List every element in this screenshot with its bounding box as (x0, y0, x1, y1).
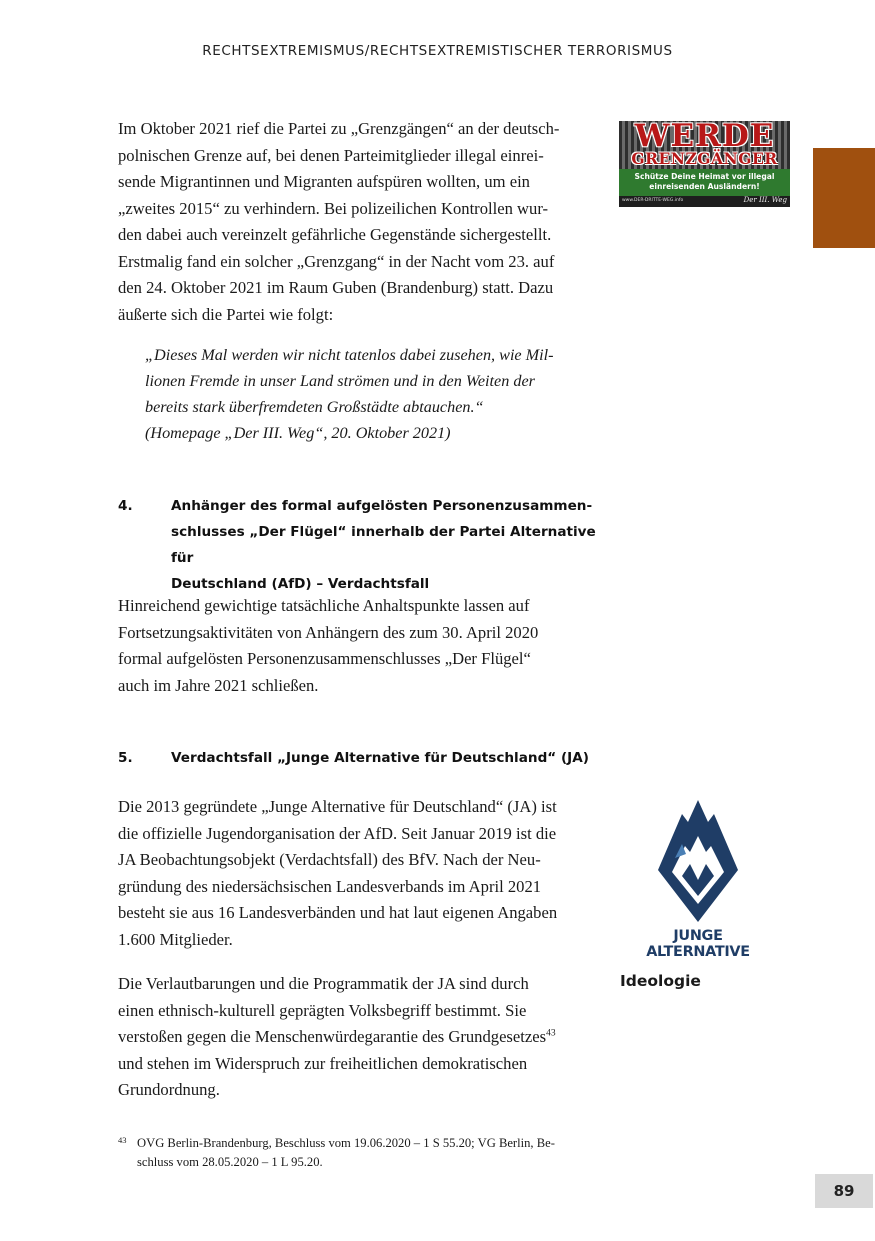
text-line: polnischen Grenze auf, bei denen Parteimitglieder illegal einrei- (118, 145, 544, 165)
text-line: den dabei auch vereinzelt gefährliche Gegenstände sichergestellt. (118, 225, 552, 244)
section-4-heading (118, 493, 602, 592)
text-line: einen ethnisch-kulturell geprägten Volksbegriff bestimmt. Sie (118, 1000, 527, 1020)
ja-flame-icon (620, 796, 776, 926)
banner-title: WERDE (634, 121, 775, 154)
banner-url: www.DER-DRITTE-WEG.info (622, 198, 684, 203)
text-line: den 24. Oktober 2021 im Raum Guben (Brandenburg) statt. Dazu (118, 278, 554, 297)
chapter-tab-marker (813, 148, 875, 248)
quote-source: (Homepage „Der III. Weg“, 20. Oktober 2021) (145, 424, 451, 442)
text-line: Erstmalig fand ein solcher „Grenzgang“ in der Nacht vom 23. auf (118, 251, 555, 271)
footnote-43 (118, 1134, 602, 1172)
quote-line: bereits stark überfremdeten Großstädte abtauchen.“ (145, 398, 484, 416)
section-5-paragraph-2 (118, 971, 602, 1104)
text-line: auch im Jahre 2021 schließen. (118, 675, 319, 695)
grenzgaenger-banner-image (619, 121, 790, 207)
text-line: „zweites 2015“ zu verhindern. Bei polizeilichen Kontrollen wur- (118, 198, 549, 218)
text-line: sende Migrantinnen und Migranten aufspüren wollten, um ein (118, 172, 530, 191)
ja-logo-text: JUNGE ALTERNATIVE (646, 928, 750, 960)
section-title: Anhänger des formal aufgelösten Personenzusammen- schlusses „Der Flügel“ innerhalb der Partei Alternative für Deutschland (AfD) – Verdachtsfall (171, 498, 596, 592)
text-line: Fortsetzungsaktivitäten von Anhängern des zum 30. April 2020 (118, 622, 539, 642)
footnote-reference[interactable]: 43 (546, 1028, 556, 1039)
junge-alternative-logo (620, 796, 776, 960)
banner-brand: Der III. Weg (743, 196, 787, 204)
section-5-paragraph-1 (118, 794, 602, 953)
section-4-body (118, 593, 602, 699)
text-line: JA Beobachtungsobjekt (Verdachtsfall) des BfV. Nach der Neu- (118, 850, 541, 869)
text-line: Im Oktober 2021 rief die Partei zu „Grenzgängen“ an der deutsch- (118, 119, 560, 138)
text-line: formal aufgelösten Personenzusammenschlusses „Der Flügel“ (118, 649, 531, 668)
text-line: besteht sie aus 16 Landesverbänden und hat laut eigenen Angaben (118, 903, 558, 922)
intro-paragraph (118, 116, 602, 328)
page-number: 89 (815, 1174, 873, 1208)
banner-slogan: Schütze Deine Heimat vor illegal einreisenden Ausländern! (619, 169, 790, 196)
margin-label-ideologie: Ideologie (620, 972, 701, 990)
text-line: Grundordnung. (118, 1080, 220, 1099)
footnote-text: OVG Berlin-Brandenburg, Beschluss vom 19.06.2020 – 1 S 55.20; VG Berlin, Be- schluss vom 28.05.2020 – 1 L 95.20. (137, 1136, 555, 1169)
text-line: 1.600 Mitglieder. (118, 929, 233, 949)
quote-block (145, 342, 595, 446)
running-header: RECHTSEXTREMISMUS/RECHTSEXTREMISTISCHER TERRORISMUS (202, 43, 673, 59)
quote-line: „Dieses Mal werden wir nicht tatenlos dabei zusehen, wie Mil- (145, 346, 554, 364)
text-line: die offizielle Jugendorganisation der AfD. Seit Januar 2019 ist die (118, 823, 557, 843)
quote-line: lionen Fremde in unser Land strömen und in den Weiten der (145, 372, 535, 390)
section-number: 4. (118, 498, 133, 514)
section-5-heading (118, 745, 602, 771)
section-title: Verdachtsfall „Junge Alternative für Deutschland“ (JA) (171, 750, 589, 766)
text-line: gründung des niedersächsischen Landesverbands im April 2021 (118, 876, 542, 896)
section-number: 5. (118, 750, 133, 766)
text-line: Die 2013 gegründete „Junge Alternative für Deutschland“ (JA) ist (118, 797, 557, 816)
text-line: Hinreichend gewichtige tatsächliche Anhaltspunkte lassen auf (118, 596, 530, 615)
text-line: verstoßen gegen die Menschenwürdegarantie des Grundgesetzes$^{43}$ (118, 1027, 556, 1046)
footnote-number: 43 (118, 1135, 127, 1145)
text-line: und stehen im Widerspruch zur freiheitlichen demokratischen (118, 1053, 528, 1073)
text-line: Die Verlautbarungen und die Programmatik der JA sind durch (118, 974, 529, 993)
text-line: äußerte sich die Partei wie folgt: (118, 304, 334, 324)
banner-subtitle: GRENZGÄNGER (631, 149, 778, 168)
